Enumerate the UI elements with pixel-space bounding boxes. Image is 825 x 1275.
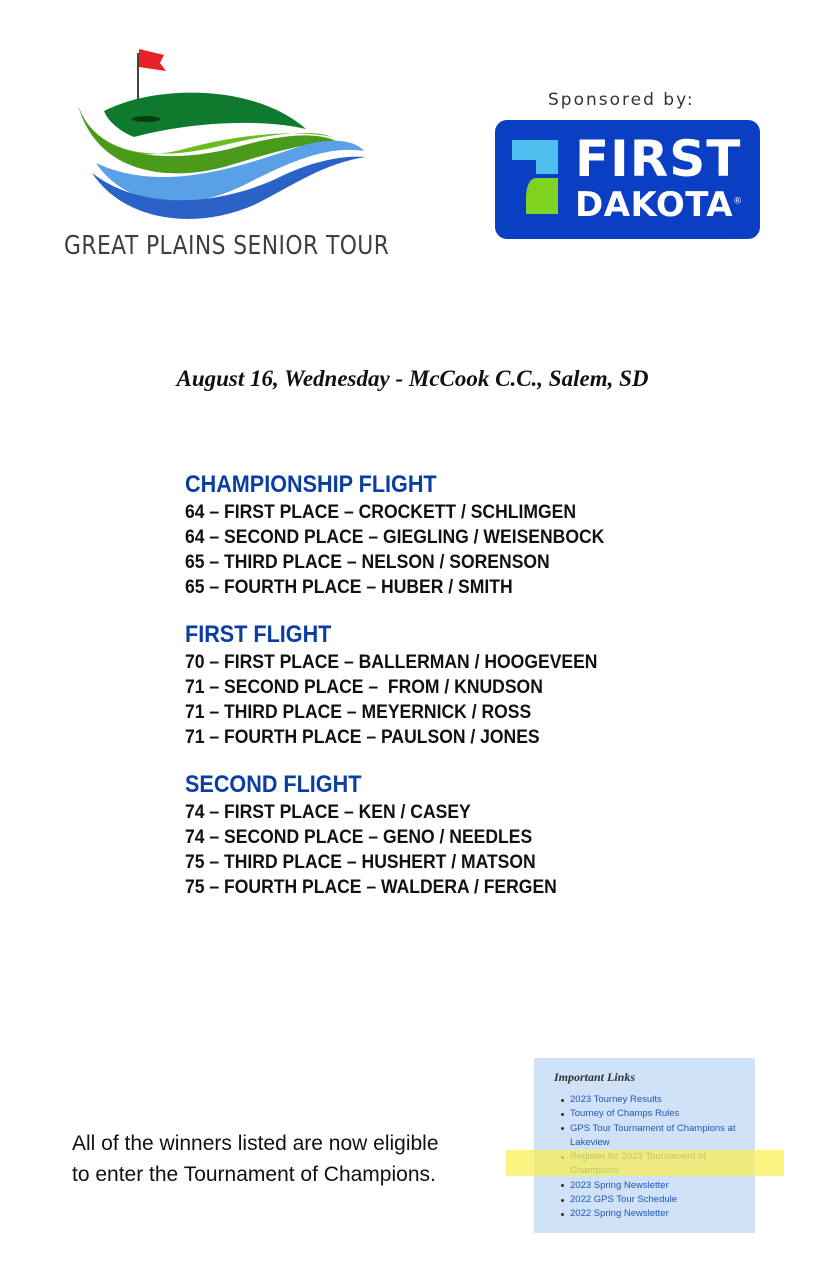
result-entry: 65 – FOURTH PLACE – HUBER / SMITH: [185, 576, 513, 598]
sponsor-name-line2: [575, 185, 743, 225]
result-entry: 64 – FIRST PLACE – CROCKETT / SCHLIMGEN: [185, 501, 577, 523]
links-title: Important Links: [554, 1070, 636, 1084]
result-entry: 71 – SECOND PLACE – FROM / KNUDSON: [185, 676, 543, 698]
tour-logo: [60, 45, 390, 275]
sponsor-name: [575, 130, 743, 225]
result-entry: 64 – SECOND PLACE – GIEGLING / WEISENBOCK: [185, 526, 605, 548]
register-link-highlight: [506, 1150, 784, 1176]
sponsor-logo: [495, 120, 760, 239]
sponsor-name-line1: FIRST: [575, 130, 742, 188]
link-2022-gps-tour-schedule[interactable]: 2022 GPS Tour Schedule: [570, 1193, 750, 1207]
eligibility-note: [72, 1128, 492, 1190]
golf-course-logo-icon: [74, 45, 374, 225]
link-2023-tourney-results[interactable]: 2023 Tourney Results: [570, 1093, 750, 1107]
flight-first: [185, 620, 785, 750]
result-entry: 65 – THIRD PLACE – NELSON / SORENSON: [185, 551, 550, 573]
result-entry: 70 – FIRST PLACE – BALLERMAN / HOOGEVEEN: [185, 651, 598, 673]
results-list: [185, 470, 785, 920]
flight-heading: CHAMPIONSHIP FLIGHT: [185, 471, 437, 498]
flight-second: [185, 770, 785, 900]
logo-text: GREAT PLAINS SENIOR TOUR: [64, 231, 390, 261]
result-entry: 75 – THIRD PLACE – HUSHERT / MATSON: [185, 851, 536, 873]
sponsor-label: Sponsored by:: [548, 90, 695, 110]
flight-heading: FIRST FLIGHT: [185, 621, 332, 648]
link-gps-tour-tournament-of-champions[interactable]: GPS Tour Tournament of Champions at Lakeview: [570, 1122, 750, 1151]
result-entry: 71 – THIRD PLACE – MEYERNICK / ROSS: [185, 701, 532, 723]
registered-mark: ®: [733, 196, 743, 207]
result-entry: 71 – FOURTH PLACE – PAULSON / JONES: [185, 726, 540, 748]
result-entry: 75 – FOURTH PLACE – WALDERA / FERGEN: [185, 876, 557, 898]
important-links-panel: [534, 1058, 755, 1233]
result-entry: 74 – FIRST PLACE – KEN / CASEY: [185, 801, 471, 823]
sponsor-name-line2-text: DAKOTA: [575, 185, 734, 225]
first-dakota-mark-icon: [512, 140, 572, 220]
link-2023-spring-newsletter[interactable]: 2023 Spring Newsletter: [570, 1179, 750, 1193]
link-tourney-of-champs-rules[interactable]: Tourney of Champs Rules: [570, 1107, 750, 1121]
result-entry: 74 – SECOND PLACE – GENO / NEEDLES: [185, 826, 533, 848]
eligibility-line2: to enter the Tournament of Champions.: [72, 1163, 436, 1186]
flight-heading: SECOND FLIGHT: [185, 771, 362, 798]
event-title: August 16, Wednesday - McCook C.C., Salem, SD: [176, 366, 649, 391]
flight-championship: [185, 470, 785, 600]
link-2022-spring-newsletter[interactable]: 2022 Spring Newsletter: [570, 1207, 750, 1221]
eligibility-line1: All of the winners listed are now eligible: [72, 1132, 439, 1155]
